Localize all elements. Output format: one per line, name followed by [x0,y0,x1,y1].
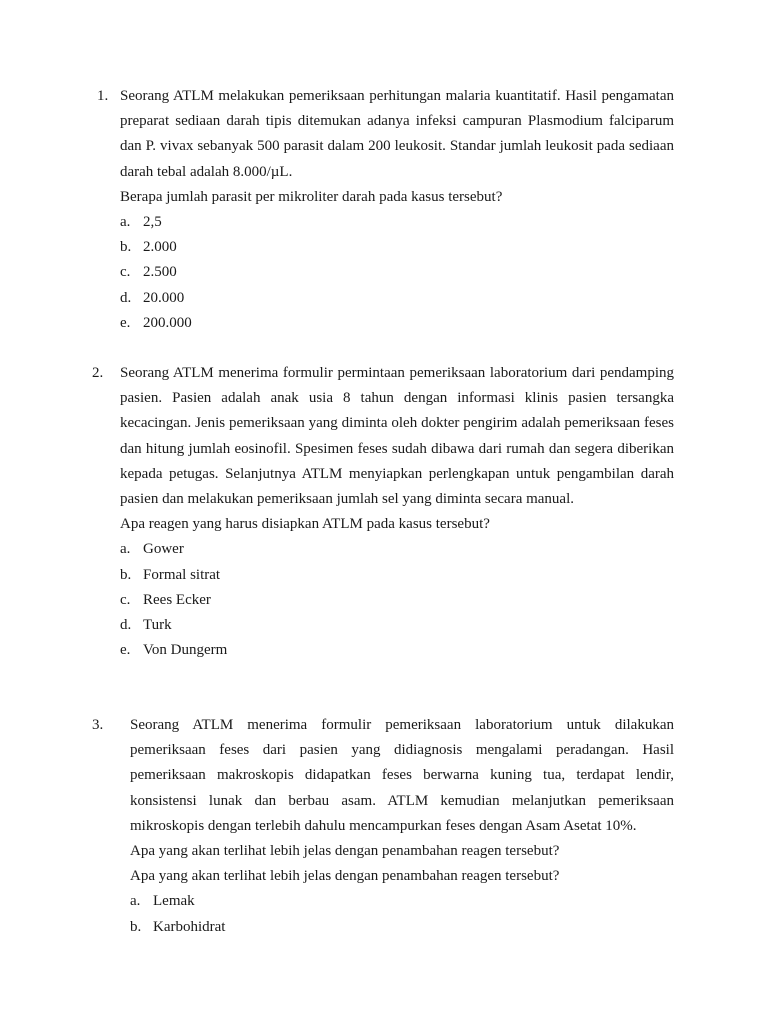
option-letter: b. [130,918,142,935]
question-body [120,84,674,336]
option-text: Gower [143,541,184,558]
question-text: Seorang ATLM menerima formulir pemeriksaan laboratorium untuk dilakukan pemeriksaan feses dari pasien yang didiagnosis mengalami peradangan. Hasil pemeriksaan makroskopis didapatkan feses berwarna kuning tua, terdapat lendir, konsistensi lunak dan berbau asam. ATLM kemudian melanjutkan pemeriksaan mikroskopis dengan terlebih dahulu mencampurkan feses dengan Asam Asetat 10%. [130,717,674,834]
answer-option-c [120,260,674,285]
option-text: Formal sitrat [143,566,221,583]
answer-option-a [120,537,674,562]
option-letter: e. [120,314,131,331]
answer-options [120,210,674,336]
option-letter: e. [120,642,131,659]
answer-option-d [120,286,674,311]
question-prompt: Apa reagen yang harus disiapkan ATLM pada kasus tersebut? [120,516,490,533]
question-number: 1. [97,88,109,104]
option-letter: b. [120,239,132,256]
option-text: 2.000 [143,239,177,256]
question-text: Seorang ATLM melakukan pemeriksaan perhitungan malaria kuantitatif. Hasil pengamatan preparat sediaan darah tipis ditemukan adanya infeksi campuran Plasmodium falciparum dan P. vivax sebanyak 500 parasit dalam 200 leukosit. Standar jumlah leukosit pada sediaan darah tebal adalah 8.000/µL. [120,88,674,180]
option-letter: d. [120,289,132,306]
option-text: Lemak [153,893,195,910]
question-prompt: Apa yang akan terlihat lebih jelas dengan penambahan reagen tersebut? [130,843,560,860]
answer-option-b [130,915,674,940]
option-letter: a. [120,214,131,231]
question-body [130,713,674,940]
option-text: Von Dungerm [143,642,228,659]
option-text: 20.000 [143,289,185,306]
answer-option-a [130,889,674,914]
option-text: 2,5 [143,214,162,231]
option-text: Rees Ecker [143,591,211,608]
question-number: 3. [92,717,104,733]
option-letter: d. [120,616,132,633]
answer-option-a [120,210,674,235]
answer-options [130,889,674,939]
question-number: 2. [92,365,104,381]
option-text: Turk [143,616,172,633]
option-letter: c. [120,264,131,281]
question-prompt: Berapa jumlah parasit per mikroliter darah pada kasus tersebut? [120,188,503,205]
answer-option-c [120,588,674,613]
option-text: Karbohidrat [153,918,226,935]
question-prompt: Apa yang akan terlihat lebih jelas dengan penambahan reagen tersebut? [130,868,560,885]
answer-options [120,537,674,663]
question-text: Seorang ATLM menerima formulir permintaan pemeriksaan laboratorium dari pendamping pasien. Pasien adalah anak usia 8 tahun dengan informasi klinis pasien tersangka kecacingan. Jenis pemeriksaan yang diminta oleh dokter pengirim adalah pemeriksaan feses dan hitung jumlah eosinofil. Spesimen feses sudah dibawa dari rumah dan segera diberikan kepada petugas. Selanjutnya ATLM menyiapkan perlengkapan untuk pengambilan darah pasien dan melakukan pemeriksaan jumlah sel yang diminta secara manual. [120,365,674,508]
answer-option-b [120,235,674,260]
answer-option-b [120,563,674,588]
option-letter: a. [130,893,141,910]
option-letter: b. [120,566,132,583]
answer-option-d [120,613,674,638]
option-letter: a. [120,541,131,558]
option-letter: c. [120,591,131,608]
answer-option-e [120,638,674,663]
option-text: 2.500 [143,264,177,281]
answer-option-e [120,311,674,336]
question-body [120,361,674,663]
option-text: 200.000 [143,314,192,331]
